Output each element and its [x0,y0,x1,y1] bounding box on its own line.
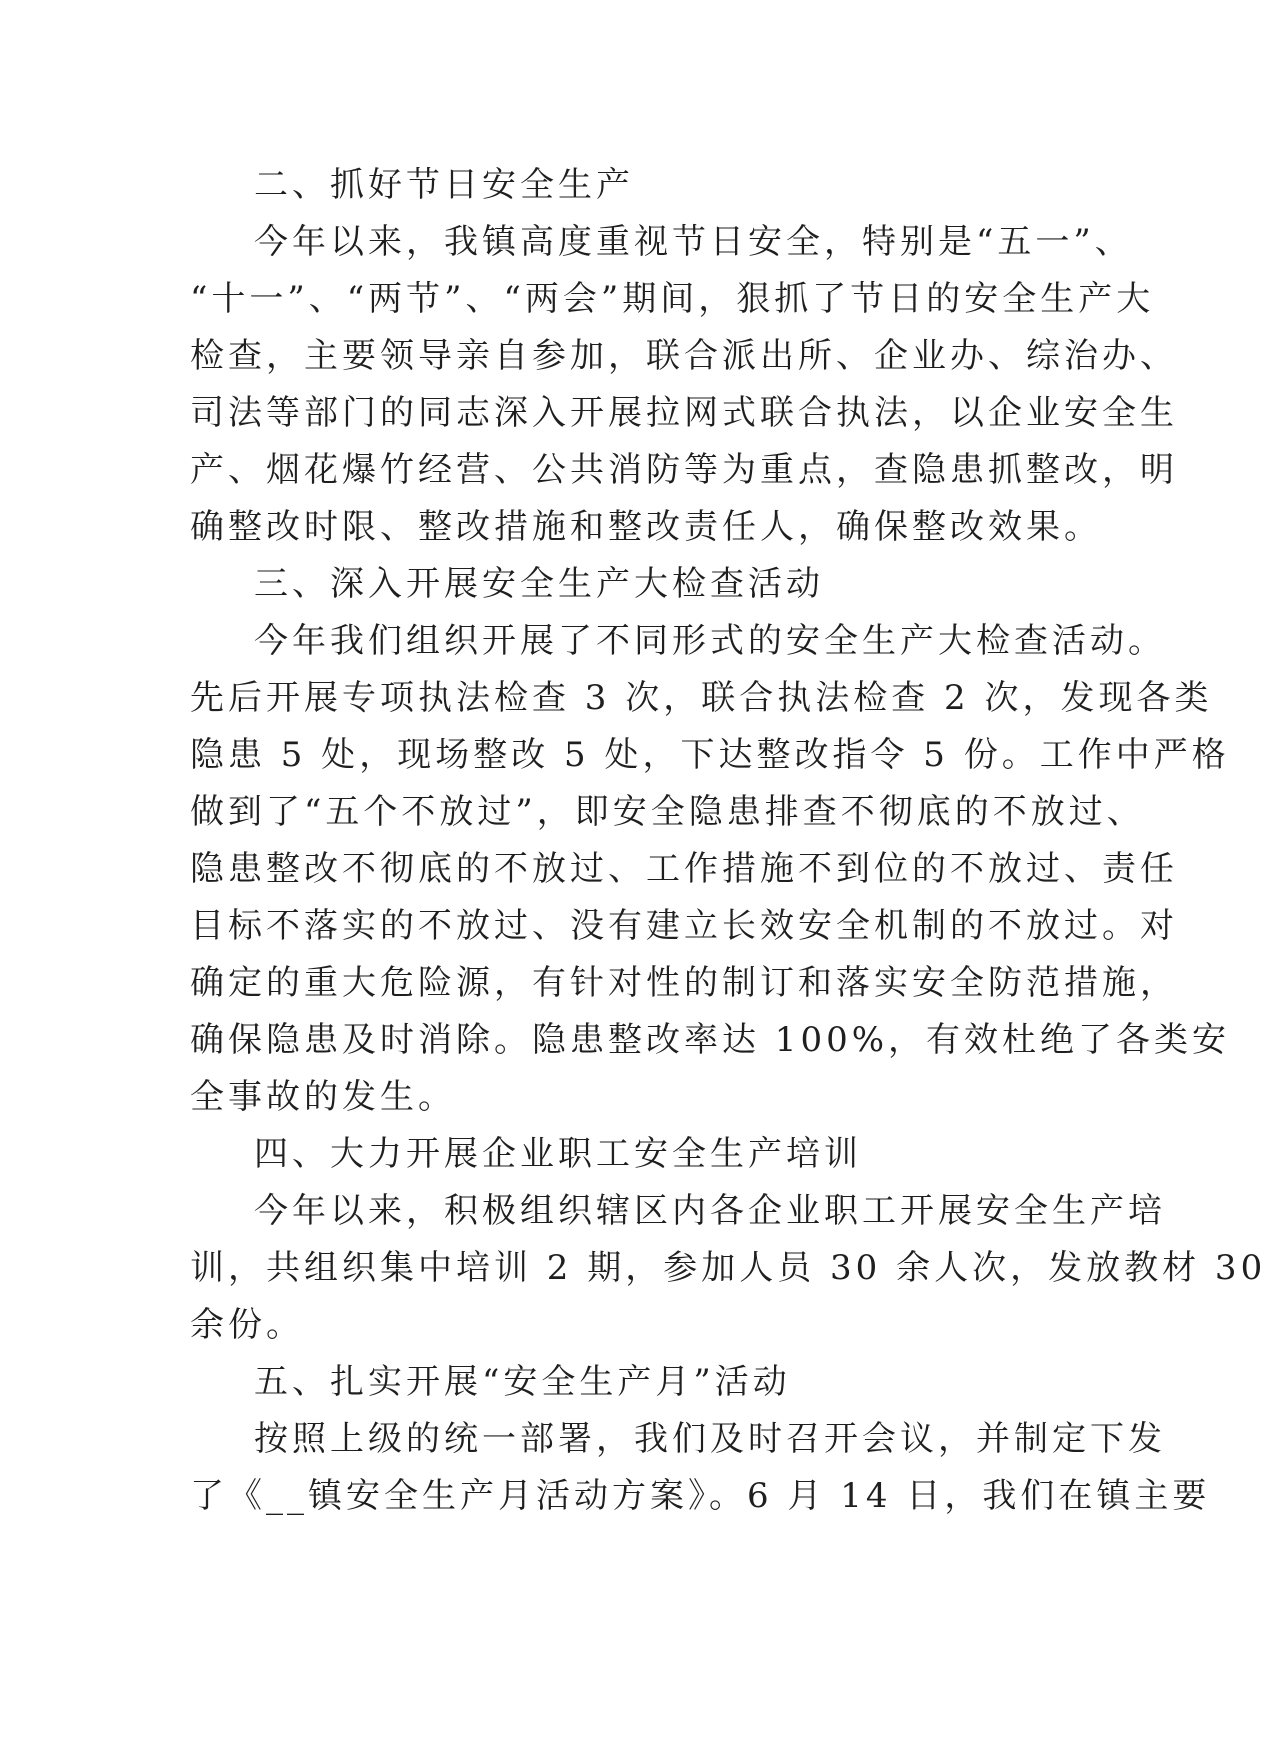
heading-3: 三、深入开展安全生产大检查活动 [254,564,824,604]
paragraph-line: “十一”、“两节”、“两会”期间，狠抓了节日的安全生产大 [190,279,1155,319]
paragraph-line: 了《__镇安全生产月活动方案》。6 月 14 日，我们在镇主要 [190,1476,1211,1516]
paragraph-line: 今年以来，积极组织辖区内各企业职工开展安全生产培 [254,1191,1166,1231]
paragraph-line: 余份。 [190,1305,304,1345]
paragraph-line: 产、烟花爆竹经营、公共消防等为重点，查隐患抓整改，明 [190,450,1178,490]
heading-5: 五、扎实开展“安全生产月”活动 [254,1362,791,1402]
heading-4: 四、大力开展企业职工安全生产培训 [254,1134,862,1174]
paragraph-line: 司法等部门的同志深入开展拉网式联合执法，以企业安全生 [190,393,1178,433]
heading-2: 二、抓好节日安全生产 [254,165,634,205]
paragraph-line: 确定的重大危险源，有针对性的制订和落实安全防范措施， [190,963,1178,1003]
paragraph-line: 做到了“五个不放过”，即安全隐患排查不彻底的不放过、 [190,792,1145,832]
paragraph-line: 训，共组织集中培训 2 期，参加人员 30 余人次，发放教材 30 [190,1248,1266,1288]
paragraph-line: 隐患 5 处，现场整改 5 处，下达整改指令 5 份。工作中严格 [190,735,1230,775]
paragraph-line: 今年以来，我镇高度重视节日安全，特别是“五一”、 [254,222,1133,262]
paragraph-line: 今年我们组织开展了不同形式的安全生产大检查活动。 [254,621,1166,661]
paragraph-line: 确整改时限、整改措施和整改责任人，确保整改效果。 [190,507,1102,547]
paragraph-line: 检查，主要领导亲自参加，联合派出所、企业办、综治办、 [190,336,1178,376]
paragraph-line: 按照上级的统一部署，我们及时召开会议，并制定下发 [254,1419,1166,1459]
paragraph-line: 目标不落实的不放过、没有建立长效安全机制的不放过。对 [190,906,1178,946]
paragraph-line: 全事故的发生。 [190,1077,456,1117]
paragraph-line: 确保隐患及时消除。隐患整改率达 100%，有效杜绝了各类安 [190,1020,1231,1060]
paragraph-line: 隐患整改不彻底的不放过、工作措施不到位的不放过、责任 [190,849,1178,889]
paragraph-line: 先后开展专项执法检查 3 次，联合执法检查 2 次，发现各类 [190,678,1213,718]
